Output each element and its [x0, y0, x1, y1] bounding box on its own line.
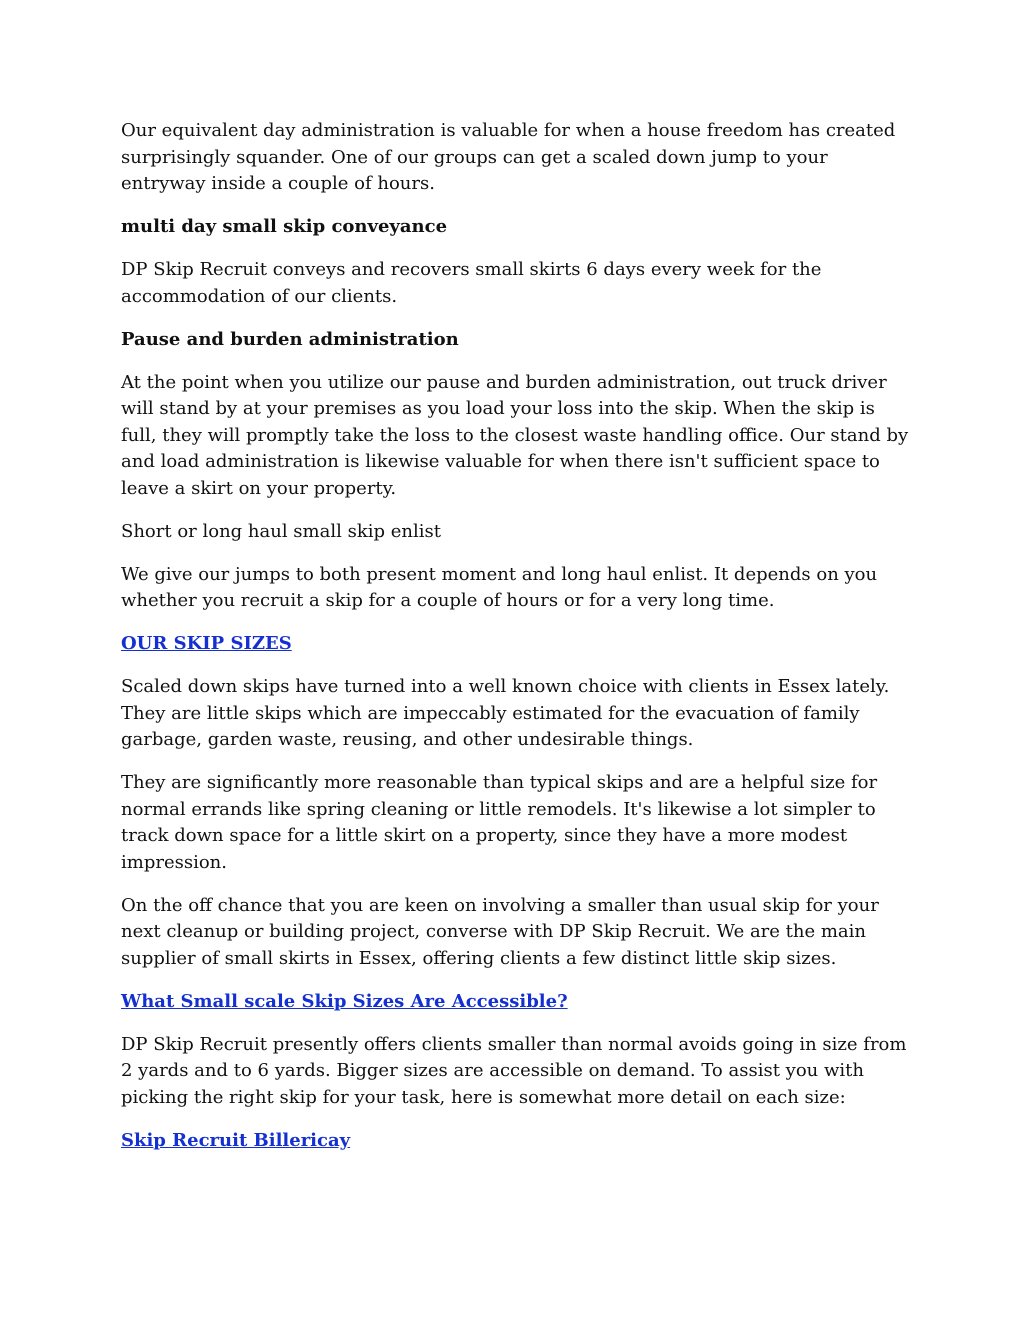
heading-wait-and-load: Pause and burden administration	[121, 328, 459, 350]
paragraph-contact-supplier: On the off chance that you are keen on involving a smaller than usual skip for your next cleanup or building project, converse with DP Skip Recruit. We are the main supplier of small skirts in Essex, offering clients a few distinct little skip sizes.	[121, 894, 879, 969]
subheading-short-or-long-hire: Short or long haul small skip enlist	[121, 520, 441, 542]
document-page	[121, 118, 911, 1154]
link-skip-hire-billericay[interactable]: Skip Recruit Billericay	[121, 1129, 351, 1151]
paragraph-size-range: DP Skip Recruit presently offers clients smaller than normal avoids going in size from 2 yards and to 6 yards. Bigger sizes are accessible on demand. To assist you with picking the right skip for your task, here is somewhat more detail on each size:	[121, 1033, 907, 1108]
heading-multi-day-delivery: multi day small skip conveyance	[121, 216, 448, 237]
paragraph-mini-skips-affordable: They are significantly more reasonable than typical skips and are a helpful size for normal errands like spring cleaning or little remodels. It's likewise a lot simpler to track down space for a little skirt on a property, since they have a more modest impression.	[121, 772, 878, 873]
link-our-skip-sizes[interactable]: OUR SKIP SIZES	[121, 633, 292, 654]
paragraph-same-day-service: Our equivalent day administration is valuable for when a house freedom has created surprisingly squander. One of our groups can get a scaled down jump to your entryway inside a couple of hours.	[121, 120, 896, 194]
paragraph-mini-skips-popular: Scaled down skips have turned into a well known choice with clients in Essex lately. They are little skips which are impeccably estimated for the evacuation of family garbage, garden waste, reusing, and other undesirable things.	[121, 676, 890, 750]
paragraph-wait-and-load: At the point when you utilize our pause and burden administration, out truck driver will stand by at your premises as you load your loss into the skip. When the skip is full, they will promptly take the loss to the closest waste handling office. Our stand by and load administration is likewise valuable for when there isn't sufficient space to leave a skirt on your property.	[121, 371, 909, 499]
paragraph-hire-duration: We give our jumps to both present moment and long haul enlist. It depends on you whether you recruit a skip for a couple of hours or for a very long time.	[121, 563, 878, 611]
link-skip-sizes-available[interactable]: What Small scale Skip Sizes Are Accessible?	[121, 990, 568, 1012]
paragraph-delivery-schedule: DP Skip Recruit conveys and recovers small skirts 6 days every week for the accommodation of our clients.	[121, 259, 822, 307]
